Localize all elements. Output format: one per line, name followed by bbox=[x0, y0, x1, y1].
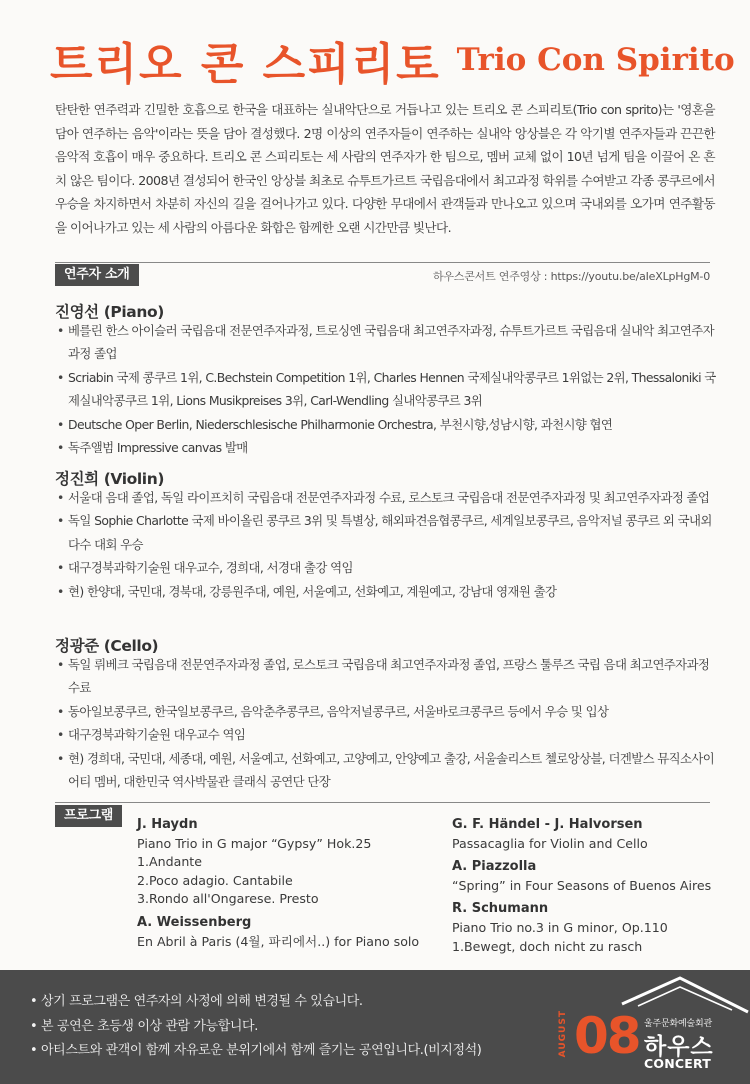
footer-note: • 본 공연은 초등생 이상 관람 가능합니다. bbox=[30, 1015, 481, 1040]
piece-line: 1.Bewegt, doch nicht zu rasch bbox=[452, 938, 643, 954]
list-item: • 현) 한양대, 국민대, 경북대, 강릉원주대, 예원, 서울예고, 선화예고, 계원예고, 강남대 영재원 출강 bbox=[55, 580, 720, 603]
section-label-program: 프로그램 bbox=[55, 805, 122, 827]
list-item: • Scriabin 국제 콩쿠르 1위, C.Bechstein Competition 1위, Charles Hennen 국제실내악콩쿠르 1위없는 2위, Thessaloniki 국제실내악콩쿠르 1위, Lions Musikpreises 3위, Carl-Wendling 실내악콩쿠르 3위 bbox=[55, 366, 720, 413]
list-item: • 서울대 음대 졸업, 독일 라이프치히 국립음대 전문연주자과정 수료, 로스토크 국립음대 전문연주자과정 및 최고연주자과정 졸업 bbox=[55, 486, 720, 509]
list-item: • 현) 경희대, 국민대, 세종대, 예원, 서울예고, 선화예고, 고양예고, 안양예고 출강, 서울솔리스트 첼로앙상블, 더겐발스 뮤직소사이어티 멤버, 대한민국 역사박물관 클래식 공연단 단장 bbox=[55, 747, 720, 794]
section-divider bbox=[55, 262, 710, 263]
piece-line: “Spring” in Four Seasons of Buenos Aires bbox=[452, 877, 712, 893]
list-item: • 독일 Sophie Charlotte 국제 바이올린 콩쿠르 3위 및 특별상, 해외파견음협콩쿠르, 세계일보콩쿠르, 음악저널 콩쿠르 외 국내외 다수 대회 우승 bbox=[55, 509, 720, 556]
composer: A. Piazzolla bbox=[452, 859, 537, 875]
piece-line: 3.Rondo all'Ongarese. Presto bbox=[137, 891, 319, 907]
logo-month: AUGUST bbox=[558, 1010, 568, 1058]
piece-line: Passacaglia for Violin and Cello bbox=[452, 835, 648, 851]
list-item: • 동아일보콩쿠르, 한국일보콩쿠르, 음악춘추콩쿠르, 음악저널콩쿠르, 서울바로크콩쿠르 등에서 우승 및 입상 bbox=[55, 700, 720, 723]
performer-name: 정광준 (Cello) bbox=[55, 637, 159, 655]
performer-name: 진영선 (Piano) bbox=[55, 303, 164, 321]
program-left-column bbox=[137, 816, 437, 951]
composer: A. Weissenberg bbox=[137, 914, 252, 930]
section-label-performers: 연주자 소개 bbox=[55, 264, 139, 286]
piece-line: Piano Trio in G major “Gypsy” Hok.25 bbox=[137, 835, 372, 851]
piece-line: 2.Poco adagio. Cantabile bbox=[137, 872, 293, 888]
list-item: • 독주앨범 Impressive canvas 발매 bbox=[55, 436, 720, 459]
logo-concert: CONCERT bbox=[644, 1056, 711, 1071]
section-divider bbox=[55, 802, 710, 803]
list-item: • 베를린 한스 아이슬러 국립음대 전문연주자과정, 트로싱엔 국립음대 최고연주자과정, 슈투트가르트 국립음대 실내악 최고연주자과정 졸업 bbox=[55, 319, 720, 366]
piece-line: En Abril à Paris (4월, 파리에서..) for Piano solo bbox=[137, 933, 420, 949]
list-item: • 대구경북과학기술원 대우교수 역임 bbox=[55, 723, 720, 746]
program-right-column bbox=[452, 816, 722, 956]
footer-note: • 아티스트와 관객이 함께 자유로운 분위기에서 함께 즐기는 공연입니다.(비지정석) bbox=[30, 1039, 481, 1064]
footer-notes bbox=[30, 990, 481, 1064]
video-link[interactable]: 하우스콘서트 연주영상 : https://youtu.be/aIeXLpHgM-0 bbox=[432, 270, 710, 283]
composer: J. Haydn bbox=[137, 817, 198, 832]
logo-hall: 울주문화예술회관 bbox=[644, 1019, 712, 1029]
piece-line: Piano Trio no.3 in G minor, Op.110 bbox=[452, 919, 668, 935]
performer-name: 정진희 (Violin) bbox=[55, 470, 165, 488]
performer-bullets bbox=[55, 653, 720, 793]
performer-bullets bbox=[55, 319, 720, 459]
logo-house: 하우스 bbox=[644, 1034, 714, 1060]
list-item: • 독일 뤼베크 국립음대 전문연주자과정 졸업, 로스토크 국립음대 최고연주자과정 졸업, 프랑스 툴루즈 국립 음대 최고연주자과정 수료 bbox=[55, 653, 720, 700]
title-korean: 트리오 콘 스피리토 bbox=[50, 39, 441, 90]
page-title bbox=[50, 28, 735, 92]
footer bbox=[0, 970, 750, 1084]
list-item: • 대구경북과학기술원 대우교수, 경희대, 서경대 출강 역임 bbox=[55, 556, 720, 579]
list-item: • Deutsche Oper Berlin, Niederschlesische Philharmonie Orchestra, 부천시향,성남시향, 과천시향 협연 bbox=[55, 413, 720, 436]
performer-bullets bbox=[55, 486, 720, 603]
composer: G. F. Händel - J. Halvorsen bbox=[452, 817, 643, 832]
logo-number: 08 bbox=[574, 1007, 640, 1065]
title-english: Trio Con Spirito bbox=[456, 42, 735, 78]
composer: R. Schumann bbox=[452, 901, 549, 917]
footer-note: • 상기 프로그램은 연주자의 사정에 의해 변경될 수 있습니다. bbox=[30, 990, 481, 1015]
house-concert-logo bbox=[552, 970, 750, 1084]
piece-line: 1.Andante bbox=[137, 854, 202, 870]
intro-paragraph: 탄탄한 연주력과 긴밀한 호흡으로 한국을 대표하는 실내악단으로 거듭나고 있는 트리오 콘 스피리토(Trio con sprito)는 '영혼을 담아 연주하는 음악'이라는 뜻을 담아 결성했다. 2명 이상의 연주자들이 연주하는 실내악 앙상블은 각 악기별 연주자들과 끈끈한 음악적 호흡이 매우 중요하다. 트리오 콘 스피리토는 세 사람의 연주자가 한 팀으로, 멤버 교체 없이 10년 넘게 팀을 이끌어 온 흔치 않은 팀이다. 2008년 결성되어 한국인 앙상블 최초로 슈투트가르트 국립음대에서 최고과정 학위를 수여받고 각종 콩쿠르에서 우승을 차지하면서 차분히 자신의 길을 걸어나가고 있다. 다양한 무대에서 관객들과 만나오고 있으며 국내외를 오가며 연주활동을 이어나가고 있는 세 사람의 아름다운 화합은 함께한 오랜 시간만큼 빛난다. bbox=[55, 102, 715, 235]
